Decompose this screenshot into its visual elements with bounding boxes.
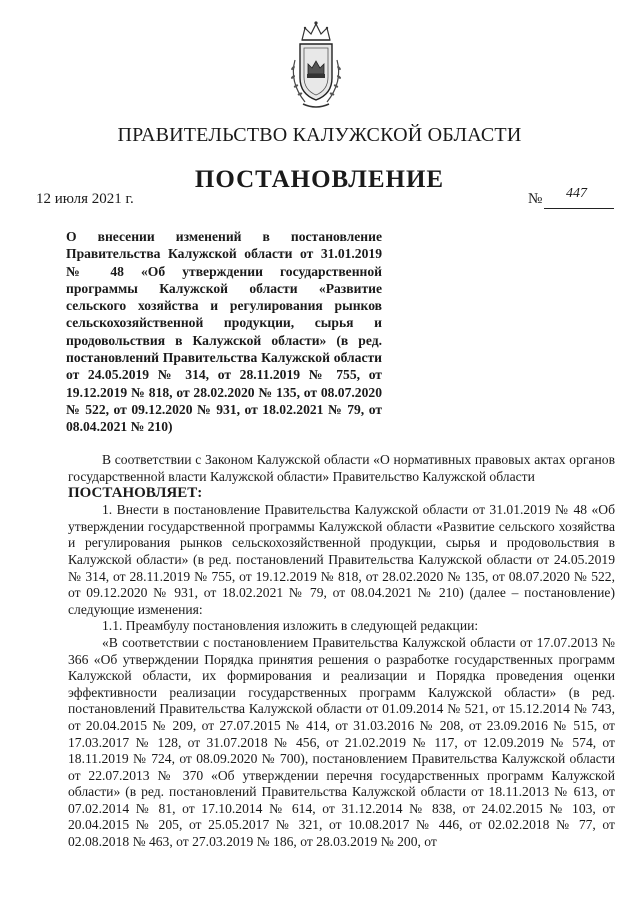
number-value: 447 [566, 186, 587, 201]
government-title: ПРАВИТЕЛЬСТВО КАЛУЖСКОЙ ОБЛАСТИ [117, 124, 522, 146]
document-type: ПОСТАНОВЛЕНИЕ [194, 166, 445, 193]
resolves-heading: ПОСТАНОВЛЯЕТ: [68, 485, 203, 502]
number-underline [544, 208, 614, 209]
number-label: № [528, 191, 543, 207]
item-1-1-paragraph: 1.1. Преамбулу постановления изложить в следующей редакции: [102, 618, 479, 634]
document-date: 12 июля 2021 г. [36, 191, 134, 207]
document-subject: О внесении изменений в постановление Правительства Калужской области от 31.01.2019 № 48 «Об утверждении государственной программы Калужской области «Развитие сельского хозяйства и регулирования рынков сельскохозяйственной продукции, сырья и продовольствия в Калужской области» (в ред. постановлений Правительства Калужской области от 24.05.2019 № 314, от 28.11.2019 № 755, от 19.12.2019 № 818, от 28.02.2020 № 135, от 08.07.2020 № 522, от 09.12.2020 № 931, от 18.02.2021 № 79, от 08.04.2021 № 210) [66, 229, 382, 435]
item-1-paragraph: 1. Внести в постановление Правительства Калужской области от 31.01.2019 № 48 «Об утверждении государственной программы Калужской области «Развитие сельского хозяйства и регулирования рынков сельскохозяйственной продукции, сырья и продовольствия в Калужской области» (в ред. постановлений Правительства Калужской области от 24.05.2019 № 314, от 28.11.2019 № 755, от 19.12.2019 № 818, от 28.02.2020 № 135, от 08.07.2020 № 522, от 09.12.2020 № 931, от 18.02.2021 № 79, от 08.04.2021 № 210) (далее – постановление) следующие изменения: [68, 502, 615, 617]
kaluga-coat-of-arms-icon [285, 20, 347, 112]
preamble-quote-paragraph: «В соответствии с постановлением Правительства Калужской области от 17.07.2013 № 366 «Об утверждении Порядка принятия решения о разработке государственных программ Калужской области, их формирования и реализации и Порядка проведения оценки эффективности реализации государственных программ Калужской области» (в ред. постановлений Правительства Калужской области от 01.09.2014 № 521, от 15.12.2014 № 743, от 20.04.2015 № 209, от 27.07.2015 № 414, от 31.03.2016 № 208, от 23.09.2016 № 515, от 17.03.2017 № 128, от 31.07.2018 № 456, от 21.02.2019 № 117, от 12.09.2019 № 574, от 18.11.2019 № 724, от 08.09.2020 № 700), постановлением Правительства Калужской области от 22.07.2013 № 370 «Об утверждении перечня государственных программ Калужской области» (в ред. постановлений Правительства Калужской области от 18.11.2013 № 613, от 07.02.2014 № 81, от 17.10.2014 № 614, от 31.12.2014 № 838, от 24.02.2015 № 103, от 20.04.2015 № 205, от 25.05.2017 № 321, от 10.08.2017 № 446, от 02.02.2018 № 77, от 02.08.2018 № 463, от 27.03.2019 № 186, от 28.03.2019 № 200, от [68, 634, 615, 850]
document-body [68, 452, 615, 851]
preamble-paragraph: В соответствии с Законом Калужской области «О нормативных правовых актах органов государственной власти Калужской области» Правительство Калужской области [68, 452, 615, 484]
